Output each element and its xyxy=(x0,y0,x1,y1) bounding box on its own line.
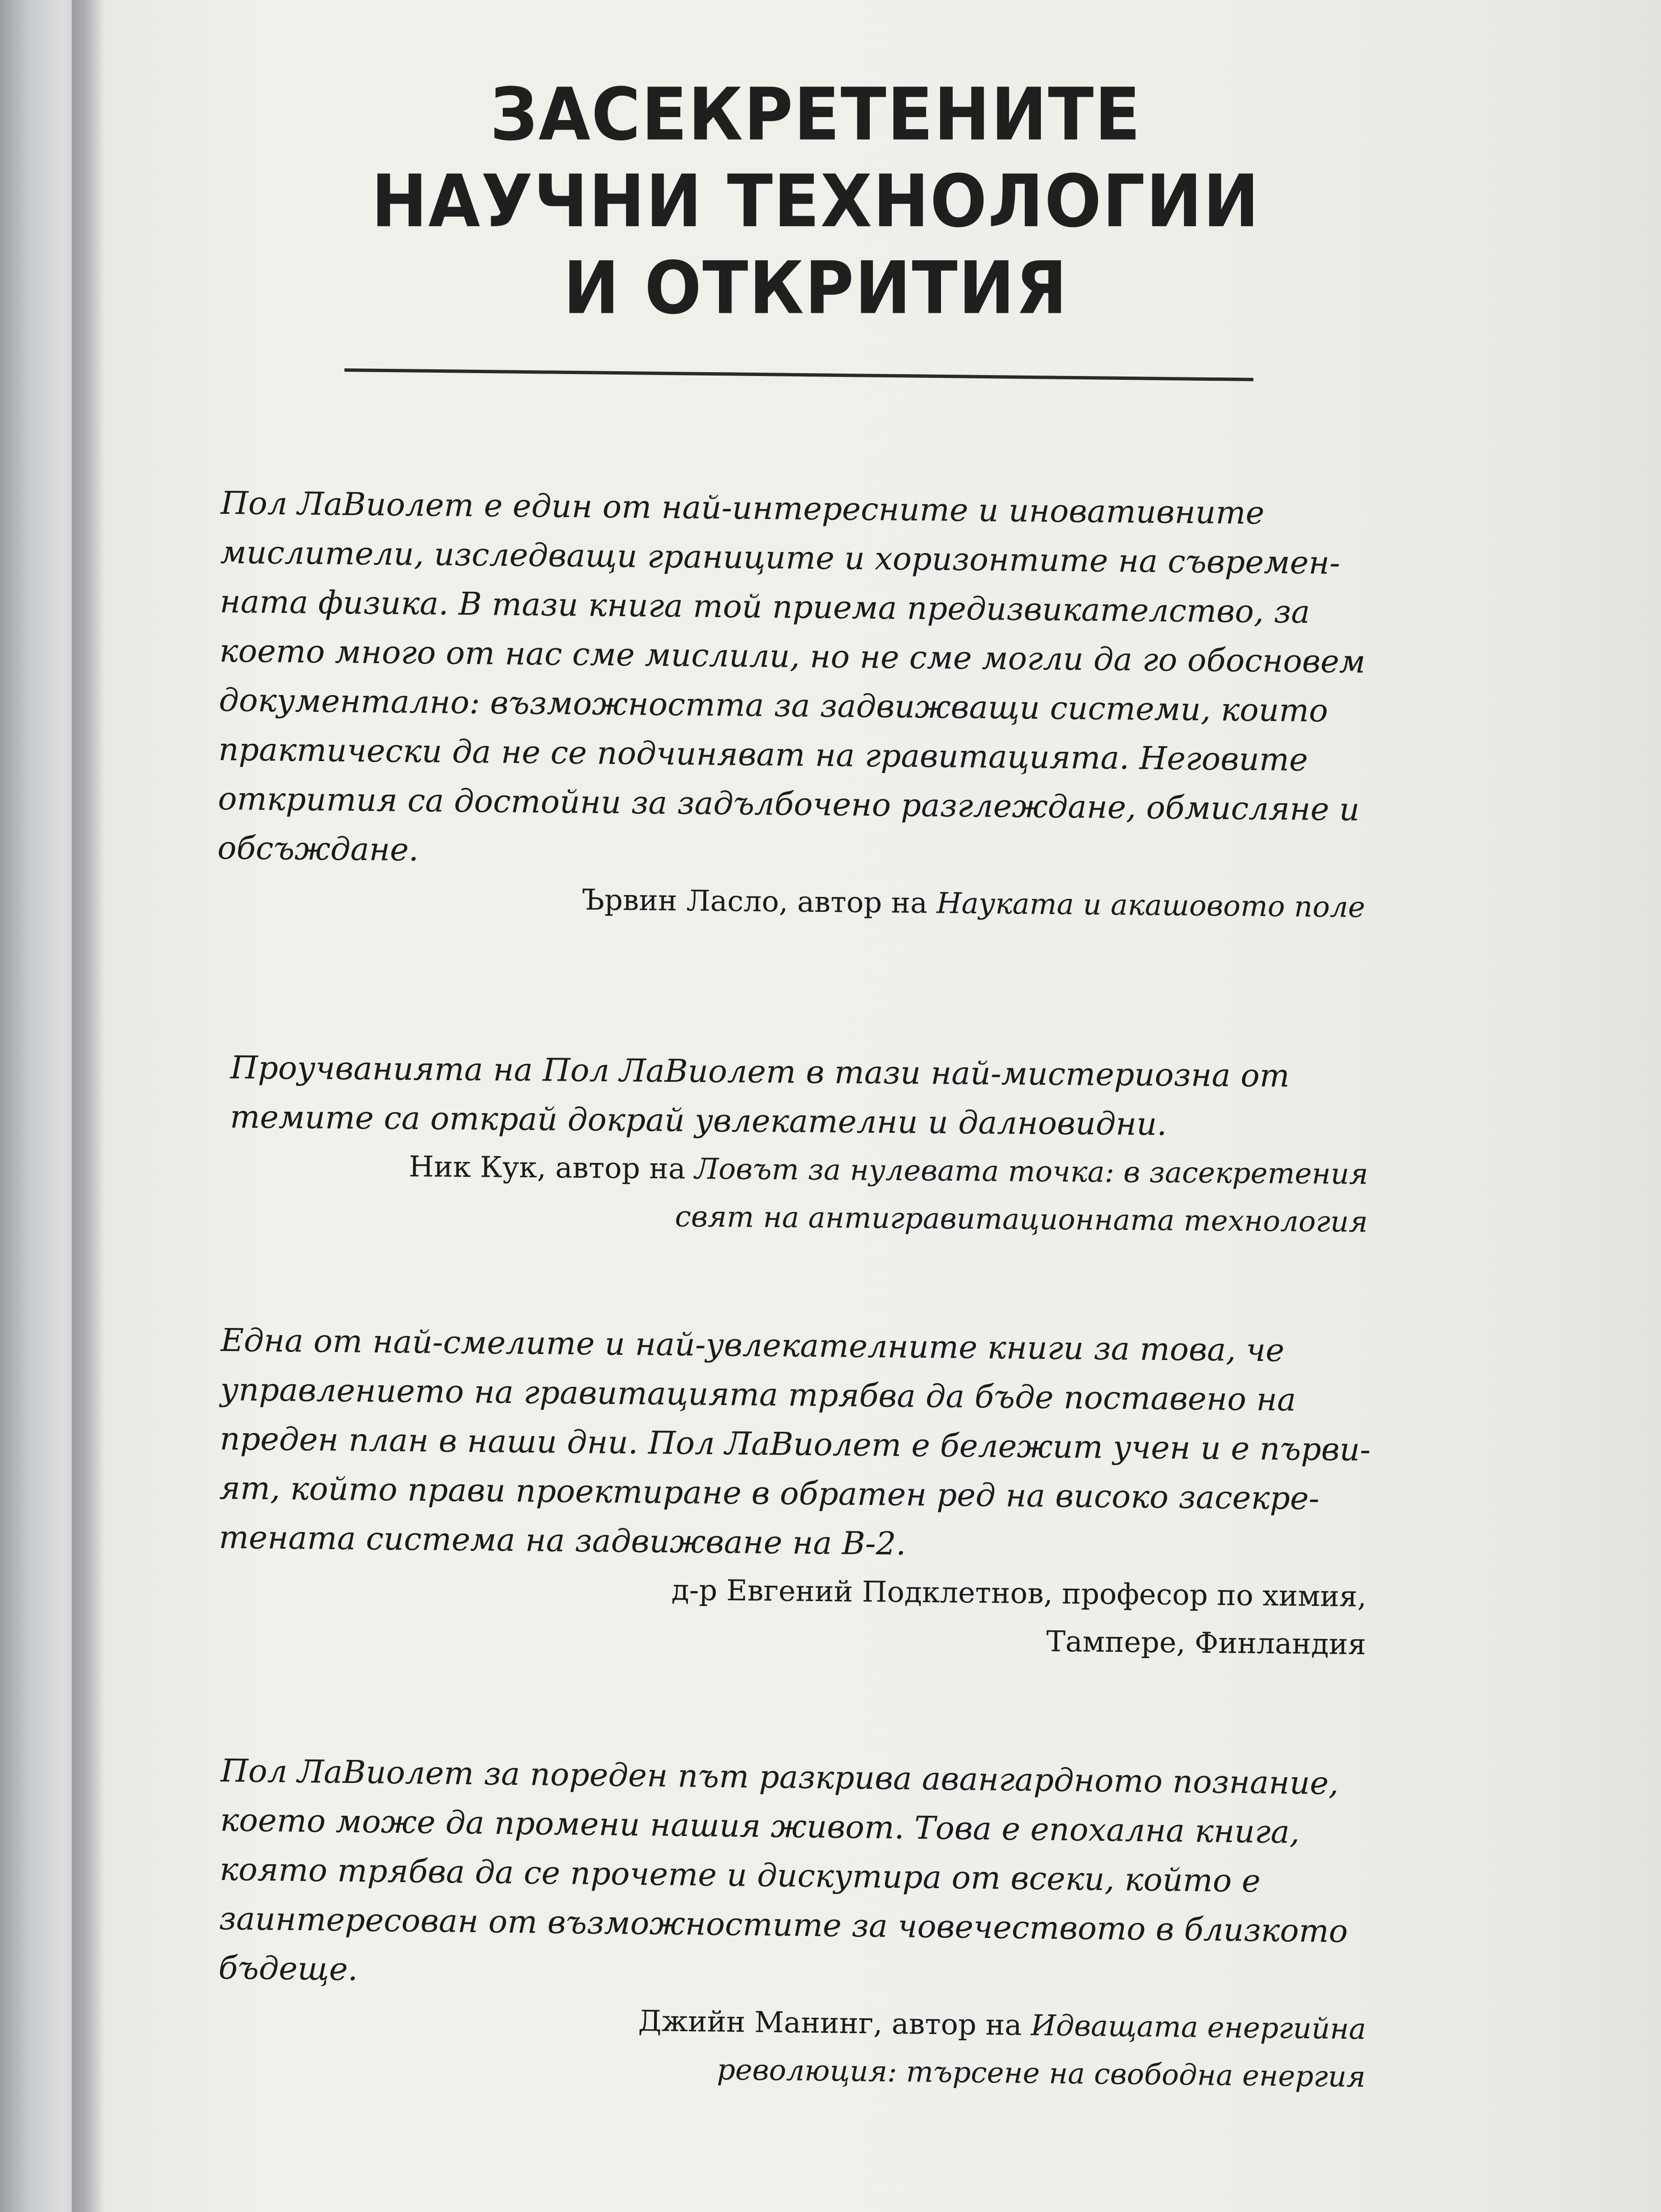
attribution-line xyxy=(220,1141,1369,1198)
blurb-attribution xyxy=(218,1562,1376,1669)
attribution-author: Ървин Ласло, автор на xyxy=(581,883,937,920)
blurb-quote: Пол ЛаВиолет е един от най-интересните и иновативните мислители, изследващи границите и хоризонтите на съвремен- ната физика. В тази книга той приема предизвикателство, за което много от нас сме мислили, но не сме могли да го обосновем документално: възможността за задвижващи системи, които практически да не се подчиняват на гравитацията. Неговите открития са достойни за задълбочено разглеждане, обмисляне и обсъждане. xyxy=(217,484,1366,869)
blurb-quote: Пол ЛаВиолет за пореден път разкрива авангардното познание, което може да промени нашия живот. Това е епохална книга, която трябва да се прочете и дискутира от всеки, който е заинтересован от възможностите за човечеството в близкото бъдеще. xyxy=(218,1752,1348,1988)
blurb-attribution xyxy=(217,1992,1376,2101)
title-line-1: ЗАСЕКРЕТЕНИТЕ xyxy=(490,73,1141,157)
attribution-work: революция: търсене на свободна енергия xyxy=(717,2053,1366,2094)
attribution-work: Науката и акашовото поле xyxy=(936,886,1365,924)
title-line-2: НАУЧНИ ТЕХНОЛОГИИ xyxy=(371,159,1260,244)
attribution-author: д-р Евгений Подклетнов, професор по химия, xyxy=(671,1573,1367,1614)
blurb-laszlo xyxy=(217,478,1379,931)
blurb-quote: Проучванията на Пол ЛаВиолет в тази най-мистериозна от темите са открай докрай увлекателни и далновидни. xyxy=(230,1049,1290,1143)
blurb-attribution xyxy=(220,1141,1378,1246)
title-line-3: И ОТКРИТИЯ xyxy=(563,246,1068,331)
attribution-author: Джийн Манинг, автор на xyxy=(638,2004,1031,2043)
blurb-podkletnov xyxy=(218,1316,1379,1669)
attribution-line xyxy=(220,1189,1368,1246)
blurb-manning xyxy=(217,1746,1379,2101)
attribution-author: Тампере, Финландия xyxy=(1046,1625,1366,1662)
blurb-cook xyxy=(220,1043,1379,1246)
page-title xyxy=(325,72,1306,332)
attribution-author: Ник Кук, автор на xyxy=(409,1150,695,1186)
attribution-work: Ловът за нулевата точка: в засекретения xyxy=(694,1152,1369,1191)
blurb-quote: Една от най-смелите и най-увлекателните книги за това, че управлението на гравитацията трябва да бъде поставено на преден план в наши дни. Пол ЛаВиолет е бележит учен и е първи- ят, който прави проектиране в обратен ред на високо засекре- тената система на задвижване на В-2. xyxy=(219,1321,1371,1562)
title-divider xyxy=(344,368,1253,381)
attribution-work: свят на антигравитационната технология xyxy=(675,1200,1368,1239)
attribution-work: Идващата енергийна xyxy=(1030,2009,1366,2046)
